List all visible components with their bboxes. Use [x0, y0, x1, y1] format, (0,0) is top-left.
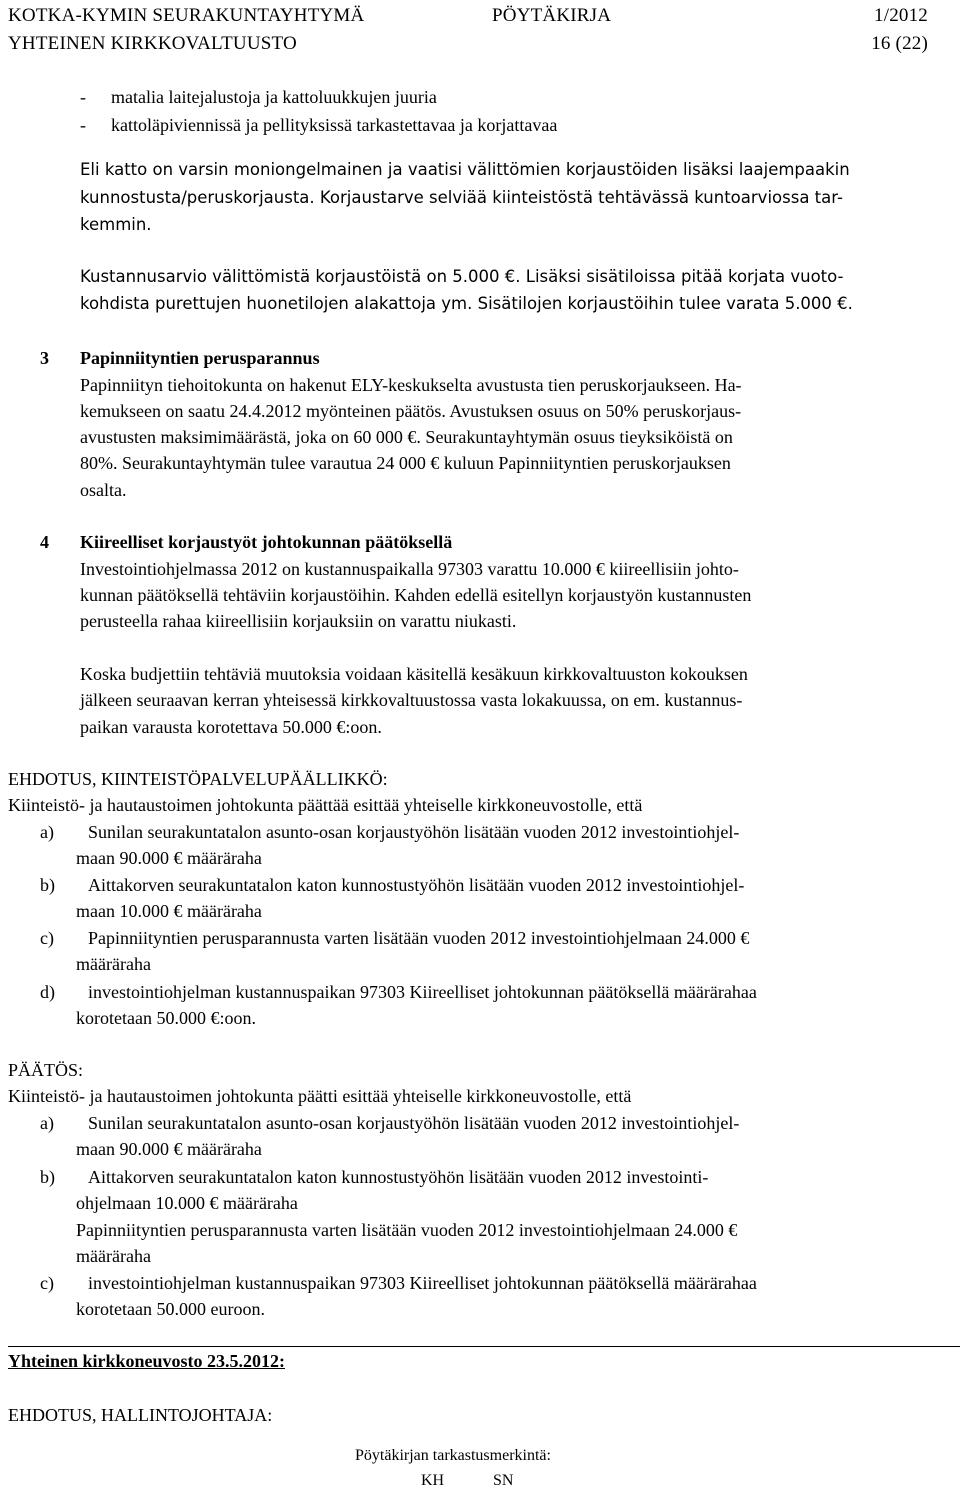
document-number: 1/2012: [874, 5, 928, 26]
list-label: c): [40, 928, 54, 948]
paragraph-line: kemukseen on saatu 24.4.2012 myönteinen päätös. Avustuksen osuus on 50% peruskorjaus-: [80, 401, 742, 421]
reviewer-initials: KH: [421, 1472, 445, 1489]
section-number: 3: [40, 348, 49, 368]
bullet-dash: -: [80, 115, 86, 135]
list-item-line: Sunilan seurakuntatalon asunto-osan korjaustyöhön lisätään vuoden 2012 investointiohjel-: [88, 1113, 740, 1133]
paragraph-line: osalta.: [80, 480, 127, 500]
list-item-line: Sunilan seurakuntatalon asunto-osan korjaustyöhön lisätään vuoden 2012 investointiohjel-: [88, 822, 740, 842]
list-item-line: Aittakorven seurakuntatalon katon kunnostustyöhön lisätään vuoden 2012 investointiohjel-: [88, 875, 745, 895]
board-proposal-heading: EHDOTUS, HALLINTOJOHTAJA:: [8, 1405, 273, 1425]
list-label: c): [40, 1273, 54, 1293]
list-item-line: maan 90.000 € määräraha: [76, 848, 262, 868]
list-label: a): [40, 1113, 54, 1133]
paragraph-line: avustusten maksimimäärästä, joka on 60 000 €. Seurakuntayhtymän osuus tieyksiköistä on: [80, 427, 733, 447]
review-mark-label: Pöytäkirjan tarkastusmerkintä:: [355, 1447, 551, 1464]
paragraph-line: Investointiohjelmassa 2012 on kustannuspaikalla 97303 varattu 10.000 € kiireellisiin johto-: [80, 559, 739, 579]
list-item-line: maan 90.000 € määräraha: [76, 1139, 262, 1159]
paragraph-line: perusteella rahaa kiireellisiin korjauksiin on varattu niukasti.: [80, 611, 517, 631]
paragraph-line: kemmin.: [80, 215, 152, 234]
proposal-heading: EHDOTUS, KIINTEISTÖPALVELUPÄÄLLIKKÖ:: [8, 769, 388, 789]
bullet-item: kattoläpiviennissä ja pellityksissä tarkastettavaa ja korjattavaa: [111, 115, 558, 135]
list-item-line: määräraha: [76, 1246, 151, 1266]
proposal-intro: Kiinteistö- ja hautaustoimen johtokunta päättää esittää yhteiselle kirkkoneuvostolle, että: [8, 795, 643, 815]
list-item-line: korotetaan 50.000 €:oon.: [76, 1008, 256, 1028]
list-label: a): [40, 822, 54, 842]
paragraph-line: kunnan päätöksellä tehtäviin korjaustöihin. Kahden edellä esitellyn korjaustyön kustannusten: [80, 585, 752, 605]
list-item-line: korotetaan 50.000 euroon.: [76, 1299, 265, 1319]
list-item-line: ohjelmaan 10.000 € määräraha: [76, 1193, 298, 1213]
decision-heading: PÄÄTÖS:: [8, 1060, 84, 1080]
section-number: 4: [40, 532, 49, 552]
decision-intro: Kiinteistö- ja hautaustoimen johtokunta päätti esittää yhteiselle kirkkoneuvostolle, että: [8, 1086, 632, 1106]
council-name: YHTEINEN KIRKKOVALTUUSTO: [8, 33, 297, 54]
paragraph-line: Kustannusarvio välittömistä korjaustöistä on 5.000 €. Lisäksi sisätiloissa pitää korjata vuoto-: [80, 267, 844, 286]
list-item-line: määräraha: [76, 954, 151, 974]
list-item-line: maan 10.000 € määräraha: [76, 901, 262, 921]
paragraph-line: Eli katto on varsin moniongelmainen ja vaatisi välittömien korjaustöiden lisäksi laajempaakin: [80, 160, 850, 179]
paragraph-line: Papinniityn tiehoitokunta on hakenut ELY-keskukselta avustusta tien peruskorjaukseen. Ha-: [80, 375, 742, 395]
paragraph-line: 80%. Seurakuntayhtymän tulee varautua 24 000 € kuluun Papinniityntien peruskorjauksen: [80, 453, 731, 473]
list-item-line: Aittakorven seurakuntatalon katon kunnostustyöhön lisätään vuoden 2012 investointi-: [88, 1167, 709, 1187]
bullet-item: matalia laitejalustoja ja kattoluukkujen juuria: [111, 87, 437, 107]
org-name: KOTKA-KYMIN SEURAKUNTAYHTYMÄ: [8, 5, 365, 26]
paragraph-line: kunnostusta/peruskorjausta. Korjaustarve selviää kiinteistöstä tehtävässä kuntoarviossa tar-: [80, 188, 843, 207]
section-divider: [8, 1346, 960, 1347]
paragraph-line: kohdista purettujen huonetilojen alakattoja ym. Sisätilojen korjaustöihin tulee varata 5.000 €.: [80, 294, 853, 313]
list-label: b): [40, 875, 55, 895]
list-label: b): [40, 1167, 55, 1187]
paragraph-line: Koska budjettiin tehtäviä muutoksia voidaan käsitellä kesäkuun kirkkovaltuuston kokouksen: [80, 664, 748, 684]
section-title: Papinniityntien perusparannus: [80, 348, 320, 368]
paragraph-line: paikan varausta korotettava 50.000 €:oon.: [80, 717, 382, 737]
page-number: 16 (22): [871, 33, 928, 54]
document-type: PÖYTÄKIRJA: [492, 5, 612, 26]
reviewer-initials: SN: [493, 1472, 514, 1489]
paragraph-line: jälkeen seuraavan kerran yhteisessä kirkkovaltuustossa vasta lokakuussa, on em. kustannus-: [80, 690, 743, 710]
list-item-line: Papinniityntien perusparannusta varten lisätään vuoden 2012 investointiohjelmaan 24.000 €: [88, 928, 750, 948]
section-title: Kiireelliset korjaustyöt johtokunnan päätöksellä: [80, 532, 453, 552]
list-item-line: investointiohjelman kustannuspaikan 97303 Kiireelliset johtokunnan päätöksellä määrärahaa: [88, 982, 757, 1002]
list-item-line: Papinniityntien perusparannusta varten lisätään vuoden 2012 investointiohjelmaan 24.000 €: [76, 1220, 738, 1240]
board-heading: Yhteinen kirkkoneuvosto 23.5.2012:: [8, 1351, 286, 1371]
bullet-dash: -: [80, 87, 86, 107]
list-item-line: investointiohjelman kustannuspaikan 97303 Kiireelliset johtokunnan päätöksellä määrärahaa: [88, 1273, 757, 1293]
list-label: d): [40, 982, 55, 1002]
